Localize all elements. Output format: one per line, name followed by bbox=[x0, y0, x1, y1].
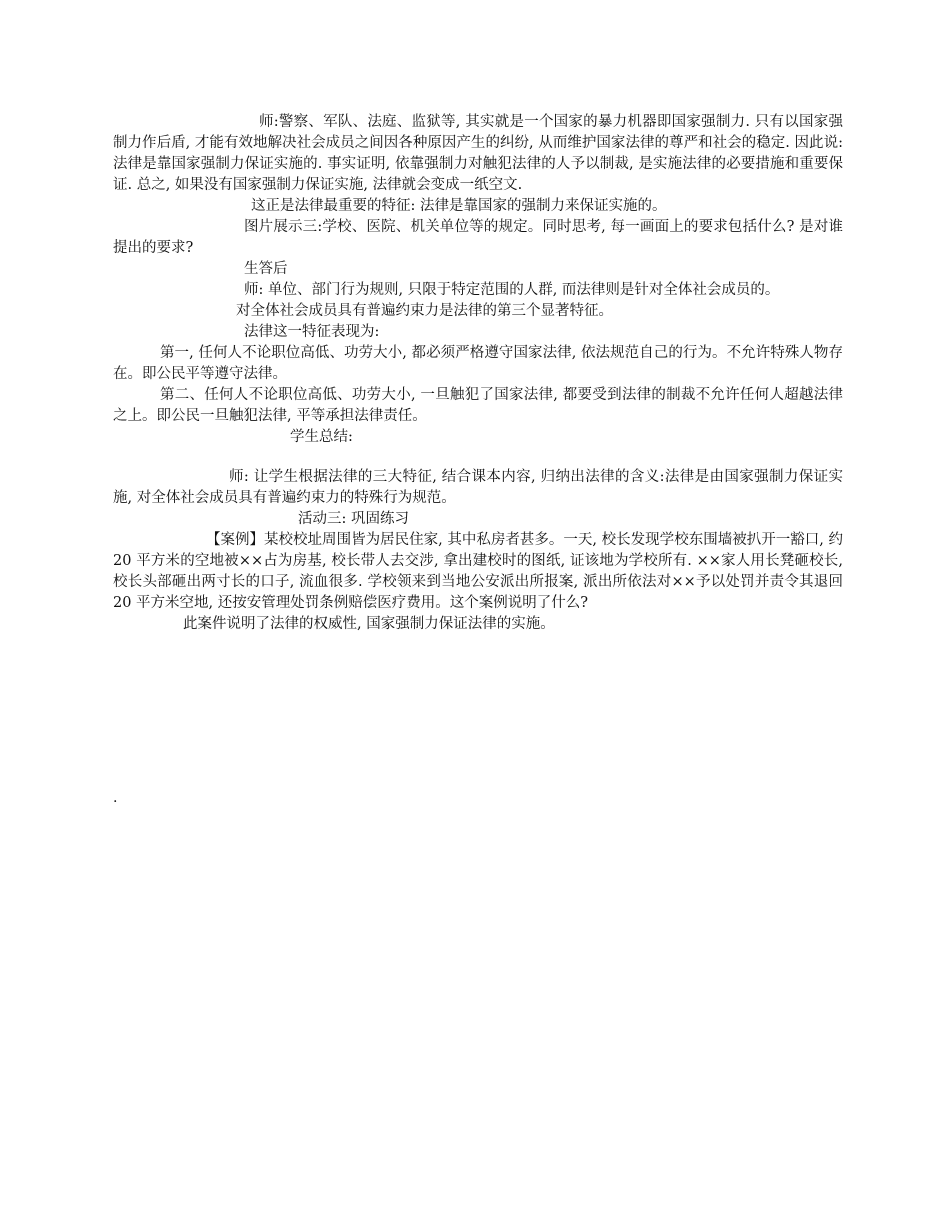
paragraph-p1: 师:警察、军队、法庭、监狱等, 其实就是一个国家的暴力机器即国家强制力. 只有以国家强制力作后盾, 才能有效地解决社会成员之间因各种原因产生的纠纷, 从而维护国家法律的尊严和社会的稳定. 因此说:法律是靠国家强制力保证实施的. 事实证明, 依靠强制力对触犯法律的人予以制裁, 是实施法律的必要措施和重要保证. 总之, 如果没有国家强制力保证实施, 法律就会变成一纸空文. bbox=[113, 114, 843, 193]
paragraph-p7: 法律这一特征表现为: bbox=[244, 324, 380, 340]
paragraph-p5: 师: 单位、部门行为规则, 只限于特定范围的人群, 而法律则是针对全体社会成员的。 bbox=[244, 282, 780, 298]
paragraph-p9: 第二、任何人不论职位高低、功劳大小, 一旦触犯了国家法律, 都要受到法律的制裁不允许任何人超越法律之上。即公民一旦触犯法律, 平等承担法律责任。 bbox=[113, 387, 843, 424]
paragraph-p4: 生答后 bbox=[244, 261, 288, 277]
document-body bbox=[113, 112, 843, 635]
paragraph-p10: 学生总结: bbox=[290, 429, 353, 445]
paragraph-p13: 【案例】某校校址周围皆为居民住家, 其中私房者甚多。一天, 校长发现学校东围墙被扒开一豁口, 约 20 平方米的空地被××占为房基, 校长带人去交涉, 拿出建校时的图纸, 证该地为学校所有. ××家人用长凳砸校长, 校长头部砸出两寸长的口子, 流血很多. 学校领来到当地公安派出所报案, 派出所依法对××予以处罚并责令其退回 20 平方米空地, 还按安管理处罚条例赔偿医疗费用。这个案例说明了什么? bbox=[113, 532, 843, 611]
trailing-dot: . bbox=[113, 790, 118, 806]
paragraph-p2: 这正是法律最重要的特征: 法律是靠国家的强制力来保证实施的。 bbox=[251, 198, 667, 214]
paragraph-p14: 此案件说明了法律的权威性, 国家强制力保证法律的实施。 bbox=[183, 616, 555, 632]
paragraph-p11: 师: 让学生根据法律的三大特征, 结合课本内容, 归纳出法律的含义:法律是由国家强制力保证实施, 对全体社会成员具有普遍约束力的特殊行为规范。 bbox=[113, 469, 843, 506]
paragraph-p6: 对全体社会成员具有普遍约束力是法律的第三个显著特征。 bbox=[236, 303, 613, 319]
paragraph-p3: 图片展示三:学校、医院、机关单位等的规定。同时思考, 每一画面上的要求包括什么? 是对谁提出的要求? bbox=[113, 219, 843, 256]
paragraph-p8: 第一, 任何人不论职位高低、功劳大小, 都必须严格遵守国家法律, 依法规范自己的行为。不允许特殊人物存在。即公民平等遵守法律。 bbox=[113, 345, 843, 382]
blank-line bbox=[113, 448, 843, 467]
paragraph-p12: 活动三: 巩固练习 bbox=[298, 511, 409, 527]
